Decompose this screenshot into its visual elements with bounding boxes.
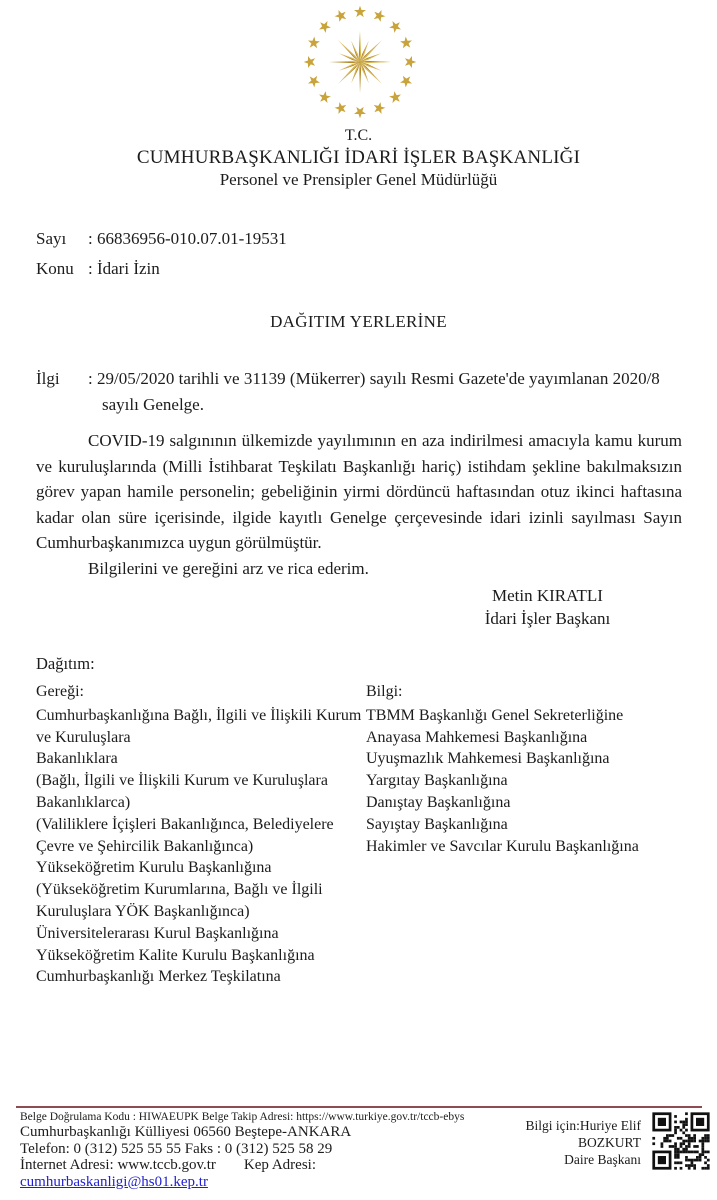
geregi-list [36,705,364,988]
geregi-label: Gereği: [36,683,84,700]
qr-code [651,1111,711,1183]
sayi-value: : 66836956-010.07.01-19531 [88,229,287,248]
distribution-bilgi-column [366,681,694,857]
recipient-heading: DAĞITIM YERLERİNE [270,312,447,331]
contact-surname: BOZKURT [578,1135,641,1150]
letterhead-subtitle: Personel ve Prensipler Genel Müdürlüğü [219,170,498,189]
konu-label: Konu [36,259,74,278]
distribution-item: Cumhurbaşkanlığı Merkez Teşkilatına [36,968,281,986]
distribution-item: (Yükseköğretim Kurumlarına, Bağlı ve İlgili Kuruluşlara YÖK Başkanlığınca) [36,881,323,920]
distribution-item: Hakimler ve Savcılar Kurulu Başkanlığına [366,837,639,855]
contact-for-info: Bilgi için:Huriye Elif [525,1118,641,1133]
sayi-label: Sayı [36,229,67,248]
address-line: Cumhurbaşkanlığı Külliyesi 06560 Beştepe-ANKARA [20,1124,352,1140]
contact-person-block [461,1117,641,1168]
kep-email-link[interactable]: cumhurbaskanligi@hs01.kep.tr [20,1173,208,1190]
kep-address-label: Kep Adresi: [243,1157,316,1173]
distribution-item: Yükseköğretim Kurulu Başkanlığına [36,859,272,877]
signature-block [425,584,670,630]
reference-value: : 29/05/2020 tarihli ve 31139 (Mükerrer) sayılı Resmi Gazete'de yayımlanan 2020/8 sayılı Genelge. [88,369,660,414]
internet-address: İnternet Adresi: www.tccb.gov.tr [20,1157,216,1173]
distribution-item: Yükseköğretim Kalite Kurulu Başkanlığına [36,946,315,964]
reference-label: İlgi [36,369,60,388]
reference-row [36,366,686,418]
bilgi-list [366,705,694,858]
contact-title: Daire Başkanı [564,1152,641,1167]
distribution-item: (Valiliklere İçişleri Bakanlığınca, Belediyelere Çevre ve Şehircilik Bakanlığınca) [36,815,334,855]
sayi-row [36,229,287,249]
letterhead-title: CUMHURBAŞKANLIĞI İDARİ İŞLER BAŞKANLIĞI [136,147,581,168]
distribution-heading: Dağıtım: [36,654,95,673]
letter-body [36,428,682,582]
distribution-item: (Bağlı, İlgili ve İlişkili Kurum ve Kuruluşlara Bakanlıklarca) [36,772,328,811]
presidential-seal-icon [297,2,423,122]
phone-fax-line: Telefon: 0 (312) 525 55 55 Faks : 0 (312) 525 58 29 [20,1140,333,1157]
konu-value: : İdari İzin [88,259,160,278]
distribution-item: Anayasa Mahkemesi Başkanlığına [366,728,588,746]
distribution-item: Cumhurbaşkanlığına Bağlı, İlgili ve İlişkili Kurum ve Kuruluşlara [36,706,362,746]
distribution-item: Bakanlıklara [36,750,118,768]
closing-sentence: Bilgilerini ve gereğini arz ve rica ederim. [88,558,369,578]
signer-title: İdari İşler Başkanı [484,609,611,628]
footer-divider [16,1106,702,1108]
distribution-item: TBMM Başkanlığı Genel Sekreterliğine [366,706,624,724]
distribution-item: Danıştay Başkanlığına [366,793,511,811]
distribution-item: Uyuşmazlık Mahkemesi Başkanlığına [366,750,610,768]
letterhead-tc: T.C. [344,127,373,144]
body-paragraph: COVID-19 salgınının ülkemizde yayılımının en aza indirilmesi amacıyla kamu kurum ve kuruluşlarında (Milli İstihbarat Teşkilatı Başkanlığı hariç) istihdam şekline bakılmaksızın görev yapan hamile personelin; gebeliğinin yirmi dördüncü haftasından otuz ikinci haftasına kadar olan süre içerisinde, ilgide kayıtlı Genelge çerçevesinde idari izinli sayılması Sayın Cumhurbaşkanımızca uygun görülmüştür. [36,431,682,553]
signer-name: Metin KIRATLI [492,586,603,605]
distribution-geregi-column [36,681,364,988]
document-verification-line: Belge Doğrulama Kodu : HIWAEUPK Belge Takip Adresi: https://www.turkiye.gov.tr/tccb-ebys [20,1111,465,1123]
distribution-item: Sayıştay Başkanlığına [366,815,508,833]
distribution-item: Üniversitelerarası Kurul Başkanlığına [36,924,279,942]
distribution-item: Yargıtay Başkanlığına [366,772,508,790]
konu-row [36,259,160,279]
bilgi-label: Bilgi: [366,683,403,700]
